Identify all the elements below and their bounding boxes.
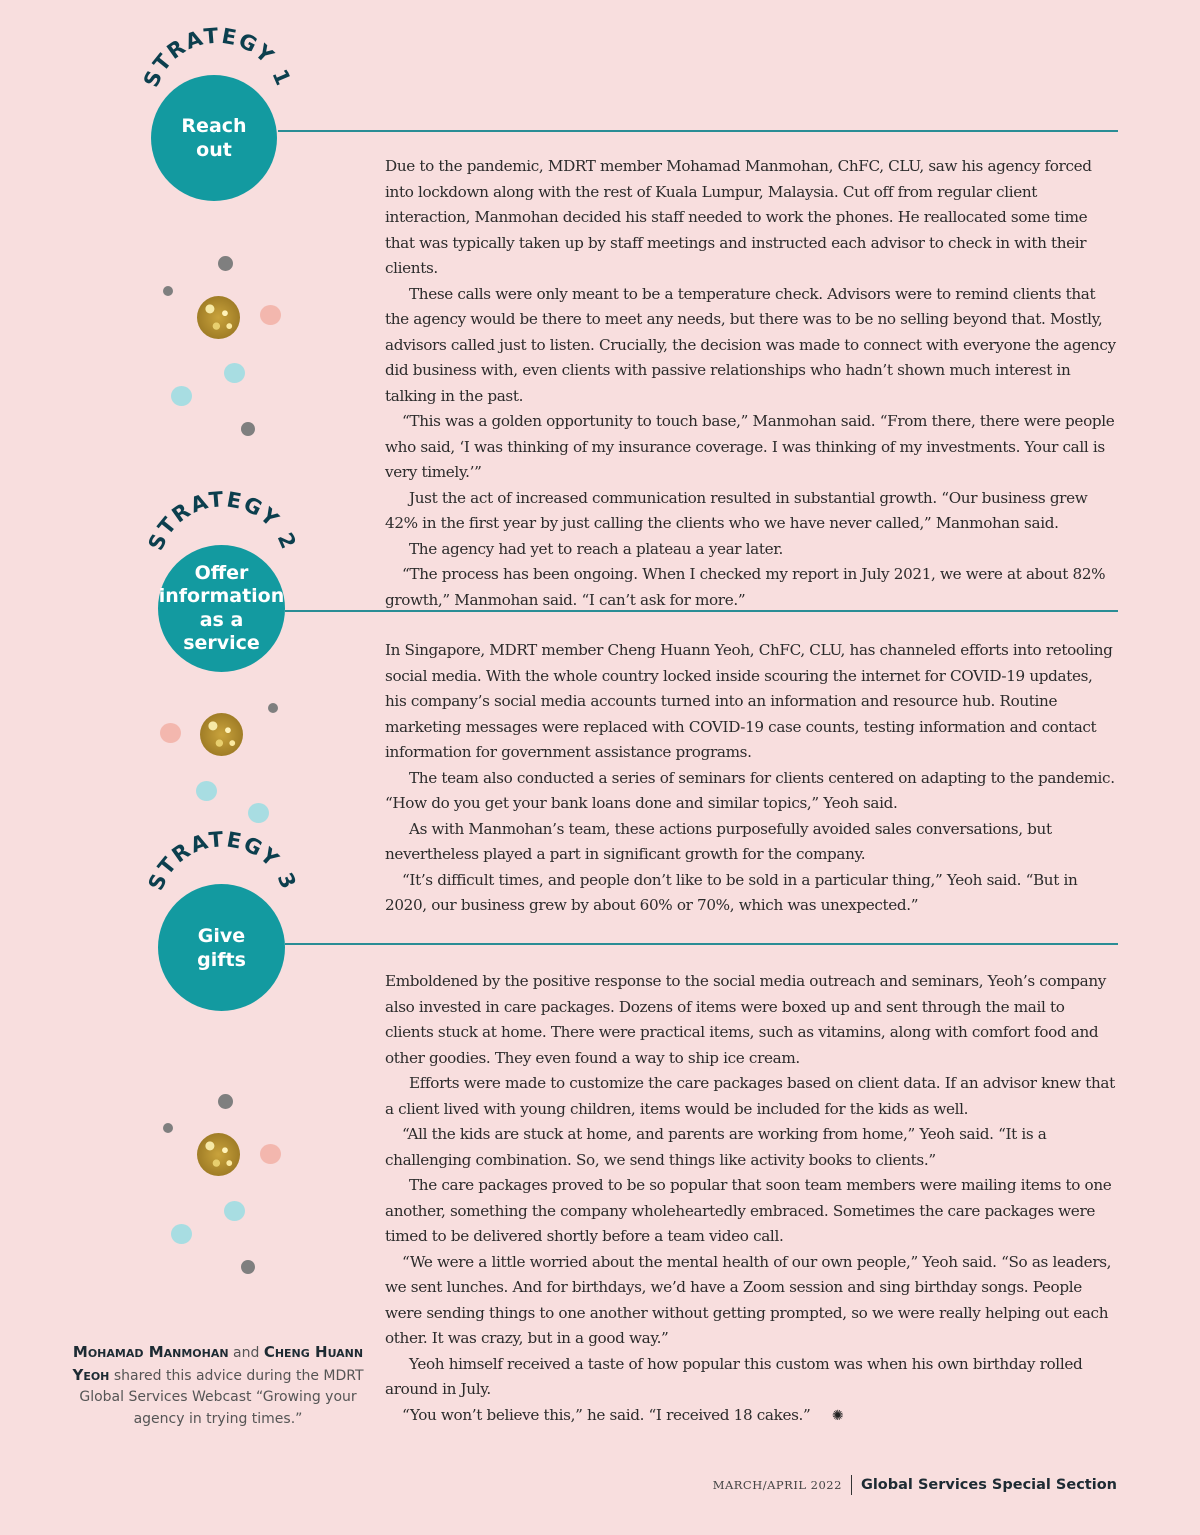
strategy-3-divider [285, 943, 1118, 945]
strategy-2-divider [285, 610, 1118, 612]
pink-dot [160, 723, 181, 743]
gold-glitter-dot [200, 713, 243, 756]
paragraph: “We were a little worried about the mental health of our own people,” Yeoh said. “So as leaders, we sent lunches. And for birthdays, we’d have a Zoom session and sing birthday songs. People were sending things to one another without getting prompted, so we were really helping out each other. It was crazy, but in a good way.” [385, 1252, 1112, 1347]
gold-glitter-dot [197, 1133, 240, 1176]
paragraph: Just the act of increased communication resulted in substantial growth. “Our business grew 42% in the first year by just calling the clients who we have never called,” Manmohan said. [385, 488, 1088, 532]
pink-dot [260, 305, 281, 325]
title-line: gifts [197, 948, 246, 971]
gray-dot [241, 422, 255, 436]
pink-dot [260, 1144, 281, 1164]
strategy-2-body [385, 638, 1117, 919]
svg-text:STRATEGY 3: STRATEGY 3 [143, 827, 302, 894]
strategy-1-title [151, 75, 277, 201]
gray-dot [163, 286, 173, 296]
cyan-dot [224, 1201, 245, 1221]
paragraph: As with Manmohan’s team, these actions purposefully avoided sales conversations, but nevertheless played a part in significant growth for the company. [385, 819, 1052, 863]
paragraph [385, 1403, 1117, 1430]
paragraph: Efforts were made to customize the care packages based on client data. If an advisor knew that a client lived with young children, items would be included for the kids as well. [385, 1074, 1115, 1118]
strategy-1-divider [278, 130, 1118, 132]
strategy-3-title [158, 884, 285, 1011]
section-title: Global Services Special Section [860, 1477, 1117, 1493]
caption-name-1: Mohamad Manmohan [72, 1343, 229, 1361]
paragraph: In Singapore, MDRT member Cheng Huann Yeoh, ChFC, CLU, has channeled efforts into retooling social media. With the whole country locked inside scouring the internet for COVID-19 updates, his company’s social media accounts turned into an information and resource hub. Routine marketing messages were replaced with COVID-19 case counts, testing information and contact information for government assistance programs. [385, 641, 1113, 761]
title-line: out [196, 139, 232, 161]
paragraph: These calls were only meant to be a temperature check. Advisors were to remind clients that the agency would be there to meet any needs, but there was to be no selling beyond that. Mostly, advisors called just to listen. Crucially, the decision was made to connect with everyone the agency did business with, even clients with passive relationships who hadn’t shown much interest in talking in the past. [385, 284, 1116, 405]
paragraph: “All the kids are stuck at home, and parents are working from home,” Yeoh said. “It is a challenging combination. So, we send things like activity books to clients.” [385, 1125, 1047, 1169]
cyan-dot [248, 803, 269, 823]
cyan-dot [224, 363, 245, 383]
svg-text:STRATEGY 2: STRATEGY 2 [143, 487, 302, 554]
strategy-1-body [385, 154, 1117, 613]
svg-text:STRATEGY 1: STRATEGY 1 [138, 23, 297, 91]
title-line: service [183, 632, 260, 654]
title-line: information [158, 585, 285, 607]
title-line: as a [199, 608, 244, 631]
paragraph: Emboldened by the positive response to the social media outreach and seminars, Yeoh’s company also invested in care packages. Dozens of items were boxed up and sent through the mail to clients stuck at home. There were practical items, such as vitamins, along with comfort food and other goodies. They even found a way to ship ice cream. [385, 972, 1107, 1067]
strategy-2-title [158, 545, 285, 672]
gray-dot [218, 1094, 233, 1109]
footer-divider [851, 1475, 852, 1495]
gold-glitter-dot [197, 296, 240, 339]
paragraph: The care packages proved to be so popular that soon team members were mailing items to one another, something the company wholeheartedly embraced. Sometimes the care packages were timed to be delivered shortly before a team video call. [385, 1176, 1112, 1245]
paragraph: The agency had yet to reach a plateau a year later. [409, 539, 783, 558]
caption-name-2: Cheng Huann Yeoh [72, 1343, 364, 1384]
page-footer [713, 1475, 1117, 1495]
gray-dot [268, 703, 278, 713]
paragraph: “The process has been ongoing. When I checked my report in July 2021, we were at about 82% growth,” Manmohan said. “I can’t ask for more.” [385, 565, 1106, 609]
paragraph: Due to the pandemic, MDRT member Mohamad Manmohan, ChFC, CLU, saw his agency forced into lockdown along with the rest of Kuala Lumpur, Malaysia. Cut off from regular client interaction, Manmohan decided his staff needed to work the phones. He reallocated some time that was typically taken up by staff meetings and instructed each advisor to check in with their clients. [385, 157, 1092, 277]
paragraph: “It’s difficult times, and people don’t like to be sold in a particular thing,” Yeoh said. “But in 2020, our business grew by about 60% or 70%, which was unexpected.” [385, 870, 1078, 914]
title-line: Offer [194, 561, 249, 584]
strategy-3-body [385, 969, 1117, 1429]
photo-caption [68, 1342, 368, 1430]
final-quote: “You won’t believe this,” he said. “I received 18 cakes.” [402, 1405, 811, 1424]
cyan-dot [171, 1224, 192, 1244]
title-line: Reach [181, 115, 247, 137]
title-line: Give [197, 924, 246, 947]
cyan-dot [171, 386, 192, 406]
caption-text: shared this advice during the MDRT Global Services Webcast “Growing your agency in trying times.” [79, 1367, 364, 1427]
paragraph: The team also conducted a series of seminars for clients centered on adapting to the pandemic. “How do you get your bank loans done and similar topics,” Yeoh said. [385, 768, 1115, 812]
paragraph: Yeoh himself received a taste of how popular this custom was when his own birthday rolled around in July. [385, 1354, 1083, 1398]
cyan-dot [196, 781, 217, 801]
gray-dot [218, 256, 233, 271]
caption-and: and [228, 1345, 264, 1361]
issue-date: MARCH/APRIL 2022 [712, 1478, 842, 1492]
gray-dot [241, 1260, 255, 1274]
paragraph: “This was a golden opportunity to touch base,” Manmohan said. “From there, there were people who said, ‘I was thinking of my insurance coverage. I was thinking of my investments. Your call is very timely.’” [385, 412, 1115, 481]
sun-burst-icon: ✺ [831, 1407, 844, 1424]
gray-dot [163, 1123, 173, 1133]
